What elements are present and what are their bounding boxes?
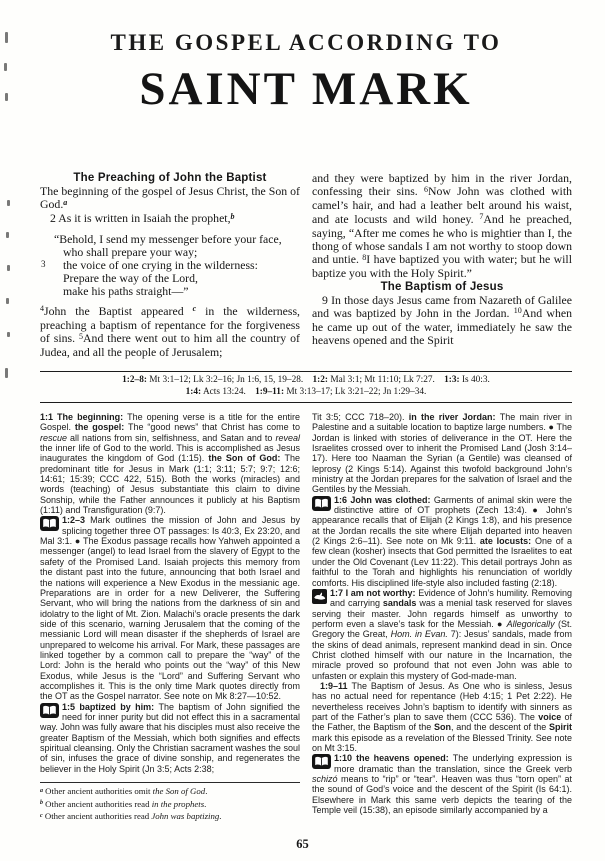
commentary-note: 1:2–3 Mark outlines the mission of John and Jesus by splicing together three OT passages: Is 40:3, Ex 23:20, and Mal 3:1. ● The Exodus passage recalls how Yahweh appointed a messenger (angel) to lead Israel from the slavery of Egypt to the safety of the Promised Land. Isaiah projects this memory from the distant past into the future, announcing that both Israel and the nations will experience a New Exodus in the messianic age. Preparations are in order for a new Deliverer, the Suffering Servant, who will bring the nations from the darkness of sin and idolatry to the light of Mt. Zion. Malachi’s oracle presents the dark side of this scenario, warning Jerusalem that the coming of the messianic Lord will mean disaster if the shepherds of Israel are unprepared to welcome his arrival. For Mark, these passages are linked together by a common call to prepare the “way” of the Lord: John is the herald who points out the “way” of this New Exodus, while Jesus is the “Lord” and Suffering Servant who accomplishes it. This is the only time Mark quotes directly from the OT as the Gospel narrator. See note on Mk 8:27—10:52.: [40, 515, 300, 702]
footnote: $^c$ Other ancient authorities read John was baptizing.: [40, 811, 222, 822]
scripture-section: [40, 172, 572, 366]
commentary-note: 1:7 I am not worthy: Evidence of John’s humility. Removing and carrying sandals was a menial task reserved for slaves serving their master. John regards himself as unworthy to perform even a slave’s task for the Messiah. ● Allegorically (St. Gregory the Great, Hom. in Evan. 7): Jesus’ sandals, made from the skins of dead animals, represent mankind dead in sin. Once Christ clothed himself with our nature in the Incarnation, the miracle proved so profound that not even John was able to unfasten or explain this mystery of God-made-man.: [312, 587, 572, 681]
footnotes-block: [40, 782, 300, 824]
commentary-note: Tit 3:5; CCC 718–20). in the river Jordan: The main river in Palestine and a suitable location to baptize large numbers. ● The Jordan is linked with stories of deliverance in the OT. Here the Israelites crossed over to inherit the Promised Land (Josh 3:14–17). Here too Naaman the Syrian (a Gentile) was cleansed of leprosy (2 Kings 5:14). Against this twofold background John’s ministry at the Jordan prepares for the salvation of Israel and the Gentiles by the Messiah.: [312, 412, 572, 495]
scripture-left-column: [40, 172, 300, 366]
scan-artifact: [5, 368, 8, 378]
commentary-left-column: [40, 412, 300, 824]
scan-artifact: [5, 32, 8, 43]
commentary-note: 1:1 The beginning: The opening verse is a title for the entire Gospel. the gospel: The “good news” that Christ has come to rescue all nations from sin, selfishness, and Satan and to reveal the inner life of God to the world. This is accomplished as Jesus inaugurates the kingdom of God (1:15). the Son of God: The predominant title for Jesus in Mark (1:1; 3:11; 5:7; 9:7; 12:6; 14:61; 15:39; CCC 422, 515). Both the works (miracles) and words (teaching) of Jesus substantiate this claim to divine Sonship, while the Father announces it publicly at his Baptism (1:11) and Transfiguration (9:7).: [40, 412, 300, 516]
commentary-note: 1:10 the heavens opened: The underlying expression is more dramatic than the translation, since the Greek verb schizó means to “rip” or “tear”. Heaven was thus “torn open” at the sound of God’s voice and the descent of the Spirit (Is 64:1). Elsewhere in Mark this same verb depicts the tearing of the Temple veil (15:38), an episode similarly accompanied by a: [312, 753, 572, 816]
scripture-right-column: [312, 172, 572, 366]
open-book-icon: [40, 703, 59, 718]
cross-references-block: [40, 371, 572, 403]
scripture-paragraph: $^4$John the Baptist appeared $^c$ in the wilderness, preaching a baptism of repentance for the forgiveness of sins. $^5$And there went out to him all the country of Judea, and all the people of Jerusalem;: [40, 303, 300, 360]
section-heading-baptism: The Baptism of Jesus: [380, 280, 504, 293]
open-book-icon: [312, 496, 331, 511]
commentary-right-column: [312, 412, 572, 824]
dove-icon: [312, 589, 327, 604]
scan-artifact: [7, 200, 10, 206]
scripture-paragraph: 9 In those days Jesus came from Nazareth of Galilee and was baptized by John in the Jordan. $^{10}$And when he came up out of the water, immediately he saw the heavens opened and the Spirit: [312, 292, 572, 348]
scan-artifact: [5, 93, 8, 101]
book-title: SAINT MARK: [139, 63, 473, 115]
scan-artifact: [7, 265, 10, 271]
poetry-line: Prepare the way of the Lord,: [63, 271, 198, 286]
scripture-paragraph: The beginning of the gospel of Jesus Christ, the Son of God.$^a$: [40, 184, 300, 212]
scan-artifact: [7, 332, 10, 337]
poetry-block: [41, 231, 300, 299]
verse-number: 3: [41, 258, 46, 269]
page-number: 65: [296, 837, 309, 851]
footnote: $^a$ Other ancient authorities omit the Son of God.: [40, 786, 208, 797]
scan-artifact: [6, 298, 9, 304]
title-block: [40, 30, 572, 116]
commentary-note: 1:9–11 The Baptism of Jesus. As One who is sinless, Jesus has no actual need for repentance (Heb 4:15; 1 Pet 2:22). He nevertheless receives John’s baptism to identify with sinners as part of the Father’s plan to save them (CCC 536). The voice of the Father, the Baptism of the Son, and the descent of the Spirit mark this episode as a revelation of the Blessed Trinity. See note on Mt 3:15.: [312, 680, 573, 753]
commentary-note: 1:5 baptized by him: The baptism of John signified the need for inner purity but did not effect this in a sacramental way. John was fully aware that his disciples must also receive the greater Baptism of the Messiah, which both signifies and effects spiritual cleansing. Only the Christian sacrament washes the soul of sin, infuses the grace of divine sonship, and regenerates the believer in the Holy Spirit (Jn 3:5; Acts 2:38;: [40, 701, 301, 774]
commentary-section: [40, 412, 572, 824]
cross-reference-line: 1:2–8: Mt 3:1–12; Lk 3:2–16; Jn 1:6, 15, 19–28. 1:2: Mal 3:1; Mt 11:10; Lk 7:27. 1:3: Is 40:3.: [122, 375, 490, 385]
scan-artifact: [4, 63, 7, 71]
scripture-paragraph: 2 As it is written in Isaiah the prophet,$^b$: [50, 211, 235, 226]
open-book-icon: [312, 754, 331, 769]
series-title: THE GOSPEL ACCORDING TO: [110, 30, 502, 55]
poetry-line: the voice of one crying in the wilderness:: [63, 258, 258, 273]
poetry-line: make his paths straight—”: [63, 284, 189, 299]
open-book-icon: [40, 516, 59, 531]
scripture-paragraph: and they were baptized by him in the river Jordan, confessing their sins. $^6$Now John was clothed with camel’s hair, and had a leather belt around his waist, and ate locusts and wild honey. $^7$And he preached, saying, “After me comes he who is mightier than I, the thong of whose sandals I am not worthy to stoop down and untie. $^8$I have baptized you with water; but he will baptize you with the Holy Spirit.”: [312, 171, 572, 281]
poetry-line: who shall prepare your way;: [63, 244, 198, 259]
commentary-note: 1:6 John was clothed: Garments of animal skin were the distinctive attire of OT prophets (Zech 13:4). ● John’s appearance recalls that of Elijah (2 Kings 1:8), and his presence at the Jordan recalls the site where Elijah departed into heaven (2 Kings 2:6–11). See note on Mk 9:11. ate locusts: One of a few clean (kosher) insects that God permitted the Israelites to eat under the Old Covenant (Lev 11:22). This detail portrays John as faithful to the Torah and highlights his renunciation of worldly comforts. His disciplined life-style also included fasting (2:18).: [312, 494, 572, 588]
cross-reference-line: 1:4: Acts 13:24. 1:9–11: Mt 3:13–17; Lk 3:21–22; Jn 1:29–34.: [185, 386, 427, 397]
poetry-line: “Behold, I send my messenger before your face,: [54, 231, 282, 246]
scan-artifact: [6, 232, 9, 238]
section-heading-preaching: The Preaching of John the Baptist: [73, 172, 267, 184]
footnote: $^b$ Other ancient authorities read in the prophets.: [40, 798, 207, 809]
